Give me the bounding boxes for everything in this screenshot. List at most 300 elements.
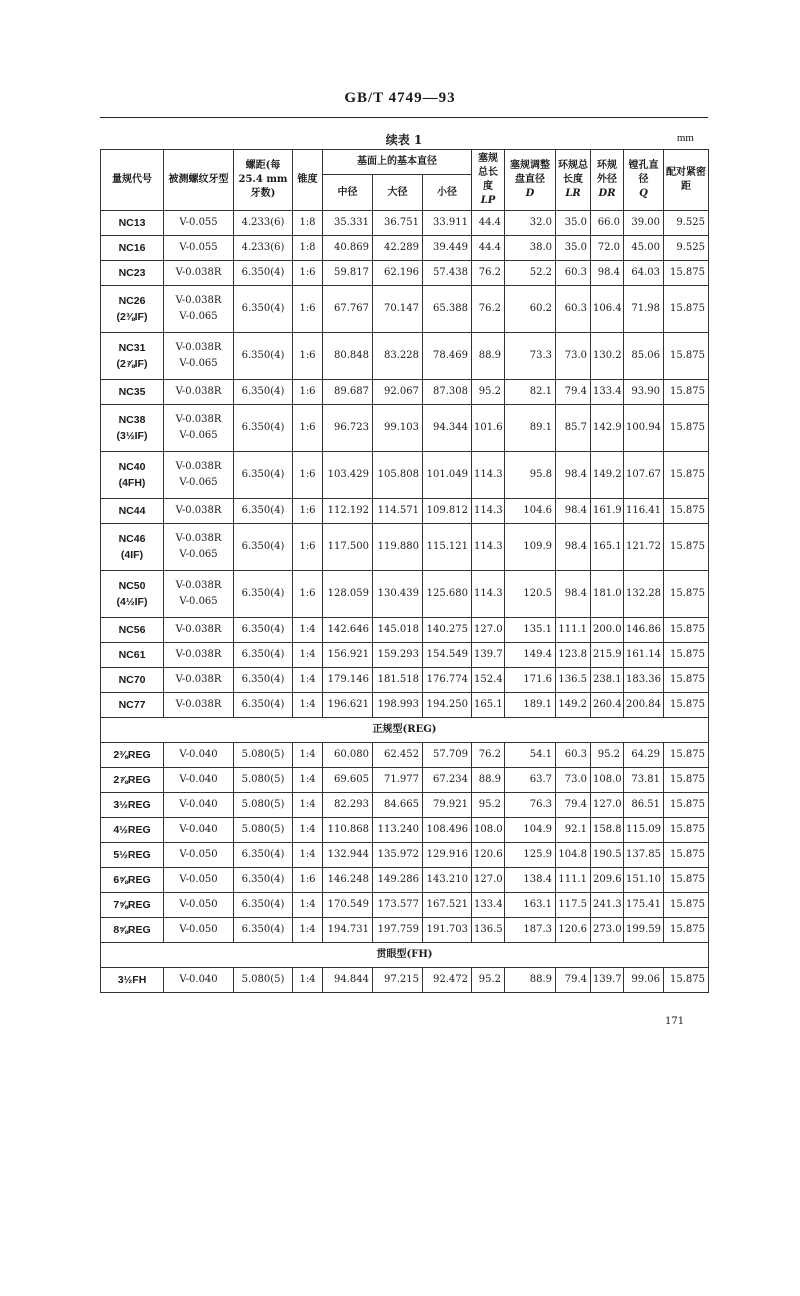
value-cell-d: 60.2 xyxy=(505,286,556,333)
value-cell-lp: 114.3 xyxy=(472,571,505,618)
pitch-cell: 6.350(4) xyxy=(234,286,293,333)
value-cell-d: 187.3 xyxy=(505,918,556,943)
pitch-cell: 6.350(4) xyxy=(234,524,293,571)
value-cell-dr: 66.0 xyxy=(591,211,624,236)
value-cell-min: 57.709 xyxy=(423,743,472,768)
value-cell-lr: 85.7 xyxy=(556,405,591,452)
value-cell-min: 33.911 xyxy=(423,211,472,236)
pitch-cell: 6.350(4) xyxy=(234,668,293,693)
value-cell-q: 86.51 xyxy=(624,793,664,818)
value-cell-q: 132.28 xyxy=(624,571,664,618)
value-cell-q: 137.85 xyxy=(624,843,664,868)
value-cell-s: 15.875 xyxy=(664,793,709,818)
value-cell-d: 63.7 xyxy=(505,768,556,793)
taper-cell: 1:6 xyxy=(293,380,323,405)
col-pitch-dia: 中径 xyxy=(323,175,373,211)
thread-form-cell: V-0.038R V-0.065 xyxy=(164,405,234,452)
value-cell-pd: 103.429 xyxy=(323,452,373,499)
value-cell-q: 151.10 xyxy=(624,868,664,893)
value-cell-lp: 88.9 xyxy=(472,333,505,380)
value-cell-lr: 35.0 xyxy=(556,236,591,261)
value-cell-maj: 113.240 xyxy=(373,818,423,843)
value-cell-pd: 194.731 xyxy=(323,918,373,943)
value-cell-d: 189.1 xyxy=(505,693,556,718)
value-cell-q: 199.59 xyxy=(624,918,664,943)
value-cell-pd: 35.331 xyxy=(323,211,373,236)
pitch-cell: 6.350(4) xyxy=(234,618,293,643)
value-cell-dr: 139.7 xyxy=(591,968,624,993)
value-cell-lr: 149.2 xyxy=(556,693,591,718)
value-cell-pd: 112.192 xyxy=(323,499,373,524)
value-cell-lp: 152.4 xyxy=(472,668,505,693)
thread-form-cell: V-0.038R xyxy=(164,261,234,286)
value-cell-q: 116.41 xyxy=(624,499,664,524)
table-row xyxy=(101,968,709,993)
value-cell-q: 100.94 xyxy=(624,405,664,452)
value-cell-lp: 44.4 xyxy=(472,236,505,261)
value-cell-lp: 76.2 xyxy=(472,261,505,286)
value-cell-maj: 114.571 xyxy=(373,499,423,524)
value-cell-pd: 142.646 xyxy=(323,618,373,643)
value-cell-min: 191.703 xyxy=(423,918,472,943)
value-cell-lp: 44.4 xyxy=(472,211,505,236)
value-cell-s: 15.875 xyxy=(664,286,709,333)
value-cell-pd: 110.868 xyxy=(323,818,373,843)
value-cell-dr: 142.9 xyxy=(591,405,624,452)
value-cell-lr: 79.4 xyxy=(556,968,591,993)
value-cell-pd: 40.869 xyxy=(323,236,373,261)
pitch-cell: 5.080(5) xyxy=(234,768,293,793)
value-cell-lp: 95.2 xyxy=(472,793,505,818)
table-row xyxy=(101,618,709,643)
taper-cell: 1:6 xyxy=(293,405,323,452)
value-cell-pd: 156.921 xyxy=(323,643,373,668)
value-cell-min: 140.275 xyxy=(423,618,472,643)
value-cell-s: 15.875 xyxy=(664,843,709,868)
pitch-cell: 6.350(4) xyxy=(234,843,293,868)
value-cell-lp: 127.0 xyxy=(472,868,505,893)
value-cell-q: 99.06 xyxy=(624,968,664,993)
pitch-cell: 6.350(4) xyxy=(234,405,293,452)
col-taper: 锥度 xyxy=(293,150,323,211)
value-cell-d: 171.6 xyxy=(505,668,556,693)
standard-number: GB/T 4749—93 xyxy=(344,90,456,106)
value-cell-dr: 95.2 xyxy=(591,743,624,768)
value-cell-min: 94.344 xyxy=(423,405,472,452)
thread-form-cell: V-0.038R xyxy=(164,499,234,524)
pitch-cell: 5.080(5) xyxy=(234,968,293,993)
value-cell-dr: 127.0 xyxy=(591,793,624,818)
value-cell-maj: 92.067 xyxy=(373,380,423,405)
table-row xyxy=(101,793,709,818)
pitch-cell: 5.080(5) xyxy=(234,818,293,843)
value-cell-dr: 209.6 xyxy=(591,868,624,893)
value-cell-s: 15.875 xyxy=(664,893,709,918)
value-cell-min: 108.496 xyxy=(423,818,472,843)
gauge-code-cell: 2⅜REG xyxy=(101,743,164,768)
table-row xyxy=(101,693,709,718)
col-major-dia: 大径 xyxy=(373,175,423,211)
value-cell-lr: 92.1 xyxy=(556,818,591,843)
thread-form-cell: V-0.038R V-0.065 xyxy=(164,452,234,499)
value-cell-s: 15.875 xyxy=(664,743,709,768)
gauge-code-cell: NC70 xyxy=(101,668,164,693)
value-cell-d: 95.8 xyxy=(505,452,556,499)
taper-cell: 1:4 xyxy=(293,843,323,868)
value-cell-q: 183.36 xyxy=(624,668,664,693)
value-cell-q: 161.14 xyxy=(624,643,664,668)
value-cell-q: 64.03 xyxy=(624,261,664,286)
value-cell-s: 15.875 xyxy=(664,693,709,718)
value-cell-q: 93.90 xyxy=(624,380,664,405)
value-cell-d: 73.3 xyxy=(505,333,556,380)
taper-cell: 1:4 xyxy=(293,968,323,993)
pitch-cell: 4.233(6) xyxy=(234,236,293,261)
value-cell-min: 109.812 xyxy=(423,499,472,524)
pitch-cell: 6.350(4) xyxy=(234,893,293,918)
taper-cell: 1:6 xyxy=(293,452,323,499)
value-cell-dr: 98.4 xyxy=(591,261,624,286)
value-cell-q: 73.81 xyxy=(624,768,664,793)
value-cell-s: 15.875 xyxy=(664,968,709,993)
value-cell-min: 194.250 xyxy=(423,693,472,718)
value-cell-dr: 149.2 xyxy=(591,452,624,499)
value-cell-lr: 98.4 xyxy=(556,452,591,499)
unit-label: mm xyxy=(676,132,694,144)
gauge-code-cell: NC31 (2⅞IF) xyxy=(101,333,164,380)
value-cell-lp: 76.2 xyxy=(472,286,505,333)
pitch-cell: 6.350(4) xyxy=(234,571,293,618)
value-cell-q: 115.09 xyxy=(624,818,664,843)
taper-cell: 1:4 xyxy=(293,793,323,818)
taper-cell: 1:6 xyxy=(293,286,323,333)
value-cell-q: 39.00 xyxy=(624,211,664,236)
value-cell-maj: 71.977 xyxy=(373,768,423,793)
value-cell-maj: 173.577 xyxy=(373,893,423,918)
col-thread-form: 被测螺纹牙型 xyxy=(164,150,234,211)
value-cell-maj: 42.289 xyxy=(373,236,423,261)
value-cell-lp: 95.2 xyxy=(472,968,505,993)
gauge-code-cell: 8⅝REG xyxy=(101,918,164,943)
pitch-cell: 6.350(4) xyxy=(234,918,293,943)
table-row xyxy=(101,236,709,261)
value-cell-lr: 111.1 xyxy=(556,618,591,643)
value-cell-lr: 79.4 xyxy=(556,380,591,405)
value-cell-q: 71.98 xyxy=(624,286,664,333)
value-cell-dr: 200.0 xyxy=(591,618,624,643)
value-cell-min: 129.916 xyxy=(423,843,472,868)
value-cell-s: 15.875 xyxy=(664,618,709,643)
gauge-code-cell: NC13 xyxy=(101,211,164,236)
value-cell-min: 57.438 xyxy=(423,261,472,286)
value-cell-d: 52.2 xyxy=(505,261,556,286)
value-cell-q: 200.84 xyxy=(624,693,664,718)
value-cell-d: 135.1 xyxy=(505,618,556,643)
value-cell-lp: 120.6 xyxy=(472,843,505,868)
value-cell-d: 104.9 xyxy=(505,818,556,843)
value-cell-dr: 273.0 xyxy=(591,918,624,943)
table-row xyxy=(101,380,709,405)
value-cell-d: 38.0 xyxy=(505,236,556,261)
value-cell-dr: 161.9 xyxy=(591,499,624,524)
value-cell-s: 15.875 xyxy=(664,380,709,405)
value-cell-s: 15.875 xyxy=(664,452,709,499)
gauge-code-cell: NC77 xyxy=(101,693,164,718)
thread-form-cell: V-0.038R xyxy=(164,693,234,718)
value-cell-s: 15.875 xyxy=(664,668,709,693)
value-cell-lp: 95.2 xyxy=(472,380,505,405)
value-cell-d: 149.4 xyxy=(505,643,556,668)
table-row xyxy=(101,286,709,333)
thread-form-cell: V-0.038R V-0.065 xyxy=(164,286,234,333)
page-number: 171 xyxy=(665,1016,685,1027)
value-cell-dr: 165.1 xyxy=(591,524,624,571)
value-cell-lp: 114.3 xyxy=(472,452,505,499)
taper-cell: 1:4 xyxy=(293,693,323,718)
table-row xyxy=(101,524,709,571)
value-cell-maj: 198.993 xyxy=(373,693,423,718)
value-cell-min: 154.549 xyxy=(423,643,472,668)
value-cell-lr: 60.3 xyxy=(556,261,591,286)
value-cell-d: 89.1 xyxy=(505,405,556,452)
value-cell-s: 15.875 xyxy=(664,818,709,843)
value-cell-pd: 170.549 xyxy=(323,893,373,918)
taper-cell: 1:6 xyxy=(293,333,323,380)
value-cell-s: 15.875 xyxy=(664,499,709,524)
value-cell-pd: 67.767 xyxy=(323,286,373,333)
value-cell-pd: 117.500 xyxy=(323,524,373,571)
pitch-cell: 6.350(4) xyxy=(234,261,293,286)
gauge-code-cell: 3½REG xyxy=(101,793,164,818)
value-cell-q: 64.29 xyxy=(624,743,664,768)
value-cell-maj: 105.808 xyxy=(373,452,423,499)
value-cell-lr: 73.0 xyxy=(556,768,591,793)
taper-cell: 1:4 xyxy=(293,643,323,668)
gauge-code-cell: 2⅞REG xyxy=(101,768,164,793)
gauge-code-cell: NC44 xyxy=(101,499,164,524)
gauge-code-cell: NC16 xyxy=(101,236,164,261)
value-cell-pd: 146.248 xyxy=(323,868,373,893)
pitch-cell: 6.350(4) xyxy=(234,643,293,668)
col-minor-dia: 小径 xyxy=(423,175,472,211)
value-cell-min: 78.469 xyxy=(423,333,472,380)
value-cell-dr: 260.4 xyxy=(591,693,624,718)
taper-cell: 1:6 xyxy=(293,524,323,571)
taper-cell: 1:6 xyxy=(293,261,323,286)
value-cell-lp: 108.0 xyxy=(472,818,505,843)
value-cell-min: 87.308 xyxy=(423,380,472,405)
value-cell-s: 15.875 xyxy=(664,333,709,380)
thread-form-cell: V-0.038R xyxy=(164,643,234,668)
table-row xyxy=(101,843,709,868)
table-row xyxy=(101,918,709,943)
col-standoff: 配对紧密距 xyxy=(664,150,709,211)
value-cell-maj: 62.452 xyxy=(373,743,423,768)
value-cell-q: 107.67 xyxy=(624,452,664,499)
value-cell-lp: 165.1 xyxy=(472,693,505,718)
value-cell-dr: 72.0 xyxy=(591,236,624,261)
taper-cell: 1:6 xyxy=(293,499,323,524)
value-cell-s: 15.875 xyxy=(664,918,709,943)
thread-form-cell: V-0.050 xyxy=(164,868,234,893)
value-cell-lr: 111.1 xyxy=(556,868,591,893)
table-row xyxy=(101,452,709,499)
col-counterbore: 镗孔直径 Q xyxy=(624,150,664,211)
thread-form-cell: V-0.040 xyxy=(164,768,234,793)
value-cell-dr: 215.9 xyxy=(591,643,624,668)
gauge-code-cell: 6⅝REG xyxy=(101,868,164,893)
value-cell-lr: 120.6 xyxy=(556,918,591,943)
gauge-code-cell: 7⅝REG xyxy=(101,893,164,918)
pitch-cell: 6.350(4) xyxy=(234,868,293,893)
value-cell-lr: 98.4 xyxy=(556,571,591,618)
col-plug-length: 塞规总长度 LP xyxy=(472,150,505,211)
taper-cell: 1:4 xyxy=(293,893,323,918)
gauge-spec-table xyxy=(100,149,709,993)
thread-form-cell: V-0.040 xyxy=(164,968,234,993)
gauge-code-cell: NC50 (4½IF) xyxy=(101,571,164,618)
pitch-cell: 6.350(4) xyxy=(234,693,293,718)
value-cell-dr: 181.0 xyxy=(591,571,624,618)
thread-form-cell: V-0.040 xyxy=(164,743,234,768)
taper-cell: 1:4 xyxy=(293,743,323,768)
taper-cell: 1:6 xyxy=(293,868,323,893)
taper-cell: 1:6 xyxy=(293,571,323,618)
col-plug-disk-dia: 塞规调整盘直径 D xyxy=(505,150,556,211)
col-basic-diameter-group: 基面上的基本直径 xyxy=(323,150,472,175)
table-row xyxy=(101,743,709,768)
value-cell-lp: 127.0 xyxy=(472,618,505,643)
gauge-code-cell: 4½REG xyxy=(101,818,164,843)
value-cell-maj: 197.759 xyxy=(373,918,423,943)
gauge-code-cell: NC56 xyxy=(101,618,164,643)
pitch-cell: 4.233(6) xyxy=(234,211,293,236)
value-cell-pd: 69.605 xyxy=(323,768,373,793)
taper-cell: 1:4 xyxy=(293,618,323,643)
value-cell-d: 138.4 xyxy=(505,868,556,893)
taper-cell: 1:4 xyxy=(293,668,323,693)
table-row xyxy=(101,211,709,236)
value-cell-d: 120.5 xyxy=(505,571,556,618)
value-cell-lp: 133.4 xyxy=(472,893,505,918)
table-row xyxy=(101,818,709,843)
value-cell-dr: 106.4 xyxy=(591,286,624,333)
value-cell-dr: 241.3 xyxy=(591,893,624,918)
value-cell-lr: 117.5 xyxy=(556,893,591,918)
gauge-code-cell: NC38 (3½IF) xyxy=(101,405,164,452)
thread-form-cell: V-0.055 xyxy=(164,236,234,261)
value-cell-min: 92.472 xyxy=(423,968,472,993)
value-cell-dr: 133.4 xyxy=(591,380,624,405)
value-cell-d: 109.9 xyxy=(505,524,556,571)
value-cell-min: 67.234 xyxy=(423,768,472,793)
value-cell-maj: 99.103 xyxy=(373,405,423,452)
table-row xyxy=(101,333,709,380)
pitch-cell: 6.350(4) xyxy=(234,499,293,524)
taper-cell: 1:8 xyxy=(293,211,323,236)
gauge-code-cell: 5½REG xyxy=(101,843,164,868)
taper-cell: 1:4 xyxy=(293,818,323,843)
value-cell-dr: 190.5 xyxy=(591,843,624,868)
thread-form-cell: V-0.038R V-0.065 xyxy=(164,571,234,618)
value-cell-s: 15.875 xyxy=(664,405,709,452)
gauge-code-cell: NC26 (2⅜IF) xyxy=(101,286,164,333)
value-cell-q: 45.00 xyxy=(624,236,664,261)
header-rule xyxy=(100,117,708,118)
gauge-code-cell: NC61 xyxy=(101,643,164,668)
thread-form-cell: V-0.038R V-0.065 xyxy=(164,333,234,380)
table-row xyxy=(101,571,709,618)
col-ring-od: 环规外径 DR xyxy=(591,150,624,211)
table-row xyxy=(101,405,709,452)
table-row xyxy=(101,499,709,524)
value-cell-lr: 60.3 xyxy=(556,743,591,768)
value-cell-maj: 83.228 xyxy=(373,333,423,380)
thread-form-cell: V-0.050 xyxy=(164,893,234,918)
value-cell-pd: 179.146 xyxy=(323,668,373,693)
value-cell-pd: 89.687 xyxy=(323,380,373,405)
value-cell-maj: 159.293 xyxy=(373,643,423,668)
pitch-cell: 6.350(4) xyxy=(234,380,293,405)
taper-cell: 1:4 xyxy=(293,768,323,793)
gauge-code-cell: NC23 xyxy=(101,261,164,286)
value-cell-pd: 196.621 xyxy=(323,693,373,718)
value-cell-min: 176.774 xyxy=(423,668,472,693)
table-caption-row xyxy=(100,131,708,147)
value-cell-s: 15.875 xyxy=(664,524,709,571)
value-cell-dr: 158.8 xyxy=(591,818,624,843)
value-cell-pd: 80.848 xyxy=(323,333,373,380)
taper-cell: 1:8 xyxy=(293,236,323,261)
value-cell-q: 121.72 xyxy=(624,524,664,571)
value-cell-pd: 96.723 xyxy=(323,405,373,452)
value-cell-pd: 60.080 xyxy=(323,743,373,768)
value-cell-min: 39.449 xyxy=(423,236,472,261)
thread-form-cell: V-0.038R xyxy=(164,618,234,643)
value-cell-min: 65.388 xyxy=(423,286,472,333)
value-cell-lp: 101.6 xyxy=(472,405,505,452)
value-cell-min: 79.921 xyxy=(423,793,472,818)
value-cell-lr: 98.4 xyxy=(556,524,591,571)
value-cell-d: 82.1 xyxy=(505,380,556,405)
thread-form-cell: V-0.038R xyxy=(164,668,234,693)
value-cell-d: 32.0 xyxy=(505,211,556,236)
section-header-row xyxy=(101,718,709,743)
thread-form-cell: V-0.055 xyxy=(164,211,234,236)
thread-form-cell: V-0.050 xyxy=(164,843,234,868)
table-row xyxy=(101,261,709,286)
value-cell-d: 88.9 xyxy=(505,968,556,993)
value-cell-min: 167.521 xyxy=(423,893,472,918)
value-cell-pd: 82.293 xyxy=(323,793,373,818)
table-row xyxy=(101,868,709,893)
value-cell-min: 125.680 xyxy=(423,571,472,618)
value-cell-maj: 84.665 xyxy=(373,793,423,818)
value-cell-maj: 149.286 xyxy=(373,868,423,893)
value-cell-q: 146.86 xyxy=(624,618,664,643)
col-pitch: 螺距(每25.4 mm牙数) xyxy=(234,150,293,211)
col-gauge-code: 量规代号 xyxy=(101,150,164,211)
col-ring-length: 环规总长度 LR xyxy=(556,150,591,211)
value-cell-lp: 136.5 xyxy=(472,918,505,943)
value-cell-min: 101.049 xyxy=(423,452,472,499)
pitch-cell: 6.350(4) xyxy=(234,452,293,499)
thread-form-cell: V-0.038R V-0.065 xyxy=(164,524,234,571)
value-cell-pd: 59.817 xyxy=(323,261,373,286)
value-cell-lr: 98.4 xyxy=(556,499,591,524)
value-cell-d: 163.1 xyxy=(505,893,556,918)
value-cell-lr: 79.4 xyxy=(556,793,591,818)
